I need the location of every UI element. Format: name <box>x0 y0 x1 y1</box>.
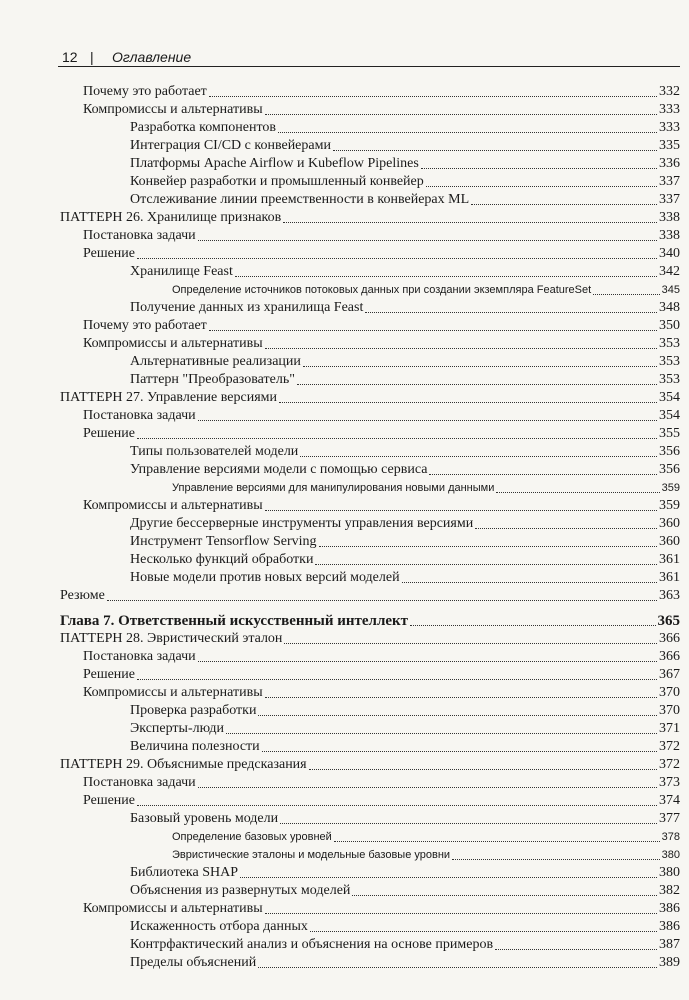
toc-entry <box>130 443 680 461</box>
toc-entry <box>172 828 680 846</box>
dot-leader <box>198 240 657 241</box>
toc-entry-title: Решение <box>83 793 136 808</box>
toc-entry <box>130 810 680 828</box>
dot-leader <box>319 546 657 547</box>
toc-entry-page: 386 <box>659 919 680 934</box>
dot-leader <box>429 474 657 475</box>
toc-entry <box>83 101 680 119</box>
toc-entry <box>83 774 680 792</box>
toc-entry-title: Компромиссы и альтернативы <box>83 498 263 513</box>
dot-leader <box>240 877 657 878</box>
dot-leader <box>235 276 657 277</box>
dot-leader <box>265 697 657 698</box>
toc-entry-title: Компромиссы и альтернативы <box>83 685 263 700</box>
toc-entry-title: Библиотека SHAP <box>130 865 239 880</box>
toc-entry-title: Новые модели против новых версий моделей <box>130 570 400 585</box>
toc-entry-page: 389 <box>659 955 680 970</box>
toc-entry-page: 342 <box>659 264 680 279</box>
toc-entry-page: 356 <box>659 462 680 477</box>
toc-entry-title: Отслеживание линии преемственности в конвейерах ML <box>130 192 470 207</box>
toc-entry-title: Компромиссы и альтернативы <box>83 901 263 916</box>
toc-entry-title: Управление версиями для манипулирования новыми данными <box>172 482 495 494</box>
dot-leader <box>226 733 657 734</box>
toc-entry-page: 363 <box>659 588 680 603</box>
toc-entry <box>172 479 680 497</box>
toc-entry <box>172 846 680 864</box>
toc-entry-title: Величина полезности <box>130 739 260 754</box>
toc-entry-page: 335 <box>659 138 680 153</box>
toc-entry-page: 371 <box>659 721 680 736</box>
dot-leader <box>593 294 659 295</box>
toc-entry-page: 333 <box>659 102 680 117</box>
toc-entry <box>130 371 680 389</box>
dot-leader <box>352 895 657 896</box>
toc-entry-page: 387 <box>659 937 680 952</box>
toc-entry <box>130 263 680 281</box>
dot-leader <box>107 600 657 601</box>
toc-entry <box>83 900 680 918</box>
dot-leader <box>421 168 657 169</box>
toc-entry-page: 365 <box>657 613 680 629</box>
dot-leader <box>495 949 657 950</box>
dot-leader <box>137 438 657 439</box>
toc-chapter-entry <box>60 612 680 630</box>
toc-entry-title: Паттерн "Преобразователь" <box>130 372 295 387</box>
toc-entry <box>130 569 680 587</box>
toc-entry-title: Компромиссы и альтернативы <box>83 102 263 117</box>
toc-entry-page: 378 <box>661 831 680 843</box>
toc-entry-title: Эвристические эталоны и модельные базовые уровни <box>172 849 451 861</box>
toc-entry <box>130 720 680 738</box>
toc-entry-title: Постановка задачи <box>83 228 196 243</box>
toc-entry-title: Глава 7. Ответственный искусственный интеллект <box>60 613 409 629</box>
dot-leader <box>475 528 657 529</box>
dot-leader <box>410 625 655 626</box>
dot-leader <box>309 769 657 770</box>
toc-entry-title: Несколько функций обработки <box>130 552 314 567</box>
toc-entry-page: 367 <box>659 667 680 682</box>
toc-entry <box>83 497 680 515</box>
dot-leader <box>265 348 657 349</box>
toc-entry-title: Резюме <box>60 588 105 603</box>
toc-entry <box>130 954 680 972</box>
toc-entry-title: Хранилище Feast <box>130 264 233 279</box>
toc-entry <box>83 648 680 666</box>
toc-entry-page: 353 <box>659 336 680 351</box>
toc-entry-page: 377 <box>659 811 680 826</box>
toc-entry <box>130 533 680 551</box>
toc-entry-page: 333 <box>659 120 680 135</box>
toc-entry-title: ПАТТЕРН 28. Эвристический эталон <box>60 631 283 646</box>
toc-entry-page: 372 <box>659 757 680 772</box>
toc-entry-page: 354 <box>659 408 680 423</box>
toc-entry <box>60 209 680 227</box>
dot-leader <box>258 967 657 968</box>
dot-leader <box>209 330 657 331</box>
toc-entry <box>130 191 680 209</box>
dot-leader <box>265 510 657 511</box>
dot-leader <box>333 150 657 151</box>
dot-leader <box>198 661 657 662</box>
toc-entry-title: Типы пользователей модели <box>130 444 299 459</box>
dot-leader <box>315 564 657 565</box>
toc-entry-title: Базовый уровень модели <box>130 811 279 826</box>
toc-entry-title: Постановка задачи <box>83 408 196 423</box>
toc-entry <box>130 119 680 137</box>
toc-entry-page: 338 <box>659 210 680 225</box>
dot-leader <box>300 456 657 457</box>
toc-entry-page: 353 <box>659 354 680 369</box>
toc-entry-title: Почему это работает <box>83 318 207 333</box>
dot-leader <box>365 312 657 313</box>
dot-leader <box>303 366 657 367</box>
toc-entry <box>130 551 680 569</box>
toc-entry-page: 356 <box>659 444 680 459</box>
toc-entry-page: 359 <box>659 498 680 513</box>
toc-entry <box>130 137 680 155</box>
toc-entry-page: 361 <box>659 570 680 585</box>
toc-entry-page: 380 <box>659 865 680 880</box>
toc-entry <box>83 245 680 263</box>
dot-leader <box>137 258 657 259</box>
toc-entry-page: 361 <box>659 552 680 567</box>
toc-entry-title: Инструмент Tensorflow Serving <box>130 534 317 549</box>
toc-entry <box>130 353 680 371</box>
toc-entry <box>130 515 680 533</box>
toc-entry-title: Платформы Apache Airflow и Kubeflow Pipelines <box>130 156 419 171</box>
toc-entry <box>83 666 680 684</box>
toc-entry-title: Объяснения из развернутых моделей <box>130 883 351 898</box>
dot-leader <box>262 751 657 752</box>
toc-entry-title: Эксперты-люди <box>130 721 224 736</box>
toc-entry-title: Разработка компонентов <box>130 120 277 135</box>
toc-entry-title: ПАТТЕРН 26. Хранилище признаков <box>60 210 282 225</box>
toc-entry-title: Решение <box>83 667 136 682</box>
toc-entry-page: 345 <box>661 284 680 296</box>
toc-entry-page: 372 <box>659 739 680 754</box>
dot-leader <box>137 679 657 680</box>
toc-entry-page: 360 <box>659 534 680 549</box>
toc-entry <box>83 83 680 101</box>
toc-entry-page: 350 <box>659 318 680 333</box>
toc-entry <box>130 936 680 954</box>
toc-entry-title: Управление версиями модели с помощью сервиса <box>130 462 428 477</box>
dot-leader <box>310 931 657 932</box>
toc-entry <box>83 335 680 353</box>
toc-entry-title: Пределы объяснений <box>130 955 257 970</box>
toc-entry-title: Почему это работает <box>83 84 207 99</box>
toc-entry <box>60 756 680 774</box>
toc-entry <box>83 227 680 245</box>
toc-entry-page: 340 <box>659 246 680 261</box>
toc-entry <box>130 864 680 882</box>
dot-leader <box>265 114 657 115</box>
toc-entry <box>130 155 680 173</box>
toc-entry-page: 373 <box>659 775 680 790</box>
toc-entry-title: Постановка задачи <box>83 775 196 790</box>
toc-entry-page: 366 <box>659 631 680 646</box>
toc-entry <box>172 281 680 299</box>
toc-entry-title: ПАТТЕРН 29. Объяснимые предсказания <box>60 757 307 772</box>
toc-entry <box>130 461 680 479</box>
toc-entry-page: 359 <box>661 482 680 494</box>
dot-leader <box>209 96 657 97</box>
dot-leader <box>496 492 659 493</box>
dot-leader <box>334 841 660 842</box>
toc-entry <box>130 882 680 900</box>
dot-leader <box>258 715 657 716</box>
toc-entry <box>83 425 680 443</box>
toc-entry-page: 353 <box>659 372 680 387</box>
toc-entry <box>83 317 680 335</box>
toc-entry-page: 380 <box>661 849 680 861</box>
toc-entry-page: 337 <box>659 174 680 189</box>
dot-leader <box>198 787 657 788</box>
toc-entry-title: Решение <box>83 426 136 441</box>
toc-entry-title: Другие бессерверные инструменты управления версиями <box>130 516 474 531</box>
header-separator: | <box>90 49 94 65</box>
dot-leader <box>198 420 657 421</box>
toc-entry-title: Решение <box>83 246 136 261</box>
dot-leader <box>297 384 657 385</box>
toc-entry-title: Конвейер разработки и промышленный конвейер <box>130 174 424 189</box>
dot-leader <box>278 132 657 133</box>
toc-entry-page: 337 <box>659 192 680 207</box>
dot-leader <box>471 204 657 205</box>
toc-entry <box>60 587 680 605</box>
toc-entry-page: 338 <box>659 228 680 243</box>
dot-leader <box>280 823 657 824</box>
toc-entry-page: 370 <box>659 703 680 718</box>
toc-entry-page: 366 <box>659 649 680 664</box>
toc-entry-title: Интеграция CI/CD с конвейерами <box>130 138 331 153</box>
toc-entry-title: Проверка разработки <box>130 703 257 718</box>
running-title: Оглавление <box>112 49 192 65</box>
dot-leader <box>402 582 657 583</box>
toc-entry-title: Определение базовых уровней <box>172 831 332 843</box>
toc-entry-page: 336 <box>659 156 680 171</box>
toc-entry <box>60 630 680 648</box>
toc-entry-page: 354 <box>659 390 680 405</box>
toc-entry-title: Компромиссы и альтернативы <box>83 336 263 351</box>
toc-entry-title: ПАТТЕРН 27. Управление версиями <box>60 390 277 405</box>
toc-entry-title: Определение источников потоковых данных при создании экземпляра FeatureSet <box>172 284 592 296</box>
toc-entry <box>130 918 680 936</box>
toc-entry <box>83 407 680 425</box>
toc-entry <box>60 389 680 407</box>
toc-entry-page: 332 <box>659 84 680 99</box>
toc-entry <box>130 299 680 317</box>
dot-leader <box>279 402 657 403</box>
dot-leader <box>265 913 657 914</box>
dot-leader <box>284 643 657 644</box>
toc-entry <box>83 792 680 810</box>
toc-entry-title: Постановка задачи <box>83 649 196 664</box>
page-number: 12 <box>62 49 78 65</box>
toc-entry-page: 386 <box>659 901 680 916</box>
toc-entry <box>83 684 680 702</box>
toc-entry-title: Искаженность отбора данных <box>130 919 308 934</box>
toc-entry-page: 355 <box>659 426 680 441</box>
toc-entry <box>130 173 680 191</box>
toc-entry <box>130 738 680 756</box>
toc-entry-title: Получение данных из хранилища Feast <box>130 300 364 315</box>
toc-entry <box>130 702 680 720</box>
toc-entry-page: 370 <box>659 685 680 700</box>
dot-leader <box>137 805 657 806</box>
toc-entry-page: 348 <box>659 300 680 315</box>
toc-entry-page: 382 <box>659 883 680 898</box>
dot-leader <box>426 186 657 187</box>
toc-entry-page: 374 <box>659 793 680 808</box>
toc-entry-title: Альтернативные реализации <box>130 354 301 369</box>
toc-entry-page: 360 <box>659 516 680 531</box>
dot-leader <box>283 222 657 223</box>
toc-entry-title: Контрфактический анализ и объяснения на основе примеров <box>130 937 494 952</box>
dot-leader <box>452 859 660 860</box>
